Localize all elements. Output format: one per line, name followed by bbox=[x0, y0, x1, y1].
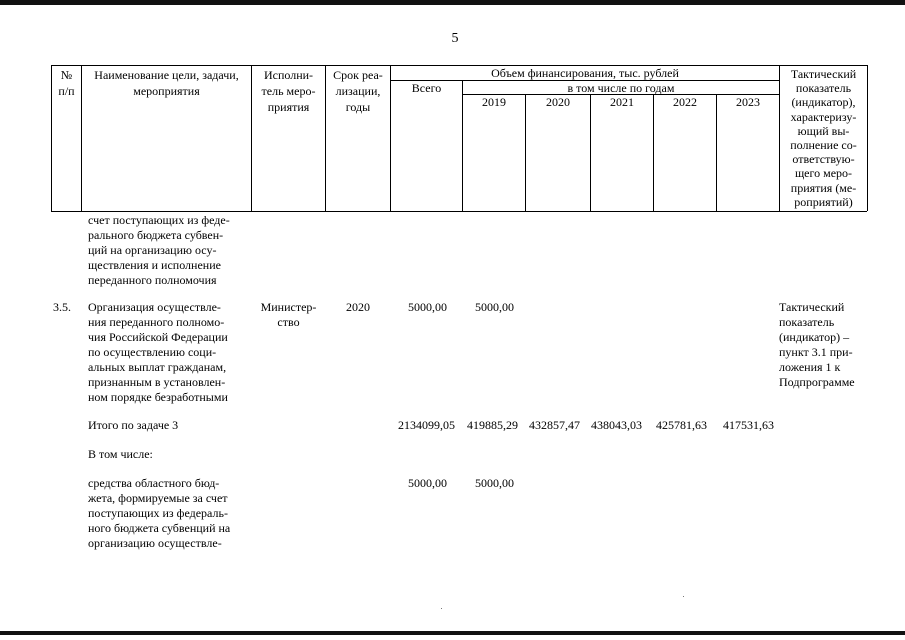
text-line: рального бюджета субвен- bbox=[88, 228, 224, 242]
regional-name bbox=[88, 476, 245, 551]
text-line: пункт 3.1 при- bbox=[779, 345, 853, 359]
text-line: чия Российской Федерации bbox=[88, 330, 228, 344]
row-total: 5000,00 bbox=[408, 300, 447, 314]
text-line: переданного полномочия bbox=[88, 273, 217, 287]
scan-speck bbox=[441, 608, 442, 609]
text-line: Тактический bbox=[779, 300, 845, 314]
header-col-total: Всего bbox=[411, 81, 442, 95]
header-col-indicator-line2: показатель bbox=[795, 81, 852, 96]
text-line: счет поступающих из феде- bbox=[88, 213, 230, 227]
header-col-name-line1: Наименование цели, задачи, bbox=[94, 68, 239, 82]
text-line: (индикатор) – bbox=[779, 330, 850, 344]
header-col-by-years: в том числе по годам bbox=[567, 81, 675, 95]
row-name bbox=[88, 300, 245, 405]
header-col-name bbox=[82, 67, 251, 99]
text-line: средства областного бюд- bbox=[88, 476, 220, 490]
text-line: жета, формируемые за счет bbox=[88, 491, 228, 505]
text-line: показатель bbox=[779, 315, 835, 329]
header-col-indicator bbox=[780, 67, 867, 209]
header-year-2020: 2020 bbox=[546, 95, 570, 109]
regional-2019: 5000,00 bbox=[475, 476, 514, 490]
header-col-indicator-line1: Тактический bbox=[790, 67, 857, 81]
header-col-indicator-line5: ющий вы- bbox=[797, 123, 850, 138]
text-line: организацию осуществле- bbox=[88, 536, 222, 550]
page-number: 5 bbox=[451, 31, 459, 46]
text-line: ного бюджета субвенций на bbox=[88, 521, 231, 535]
header-col-executor-line3: приятия bbox=[267, 100, 310, 114]
row-executor bbox=[252, 300, 325, 330]
header-col-name-line2: мероприятия bbox=[133, 84, 200, 98]
row-term: 2020 bbox=[346, 300, 370, 314]
text-line: поступающих из федераль- bbox=[88, 506, 228, 520]
total-2021: 438043,03 bbox=[591, 418, 642, 432]
total-2022: 425781,63 bbox=[656, 418, 707, 432]
including-label: В том числе: bbox=[88, 447, 153, 461]
total-2019: 419885,29 bbox=[467, 418, 518, 432]
header-col-indicator-line7: ответствую- bbox=[792, 152, 855, 167]
header-col-term bbox=[326, 67, 390, 115]
total-label: Итого по задаче 3 bbox=[88, 418, 179, 432]
text-line: Министер- bbox=[260, 300, 317, 314]
total-2020: 432857,47 bbox=[529, 418, 580, 432]
header-col-term-line2: лизации, bbox=[335, 84, 381, 98]
header-year-2019: 2019 bbox=[482, 95, 506, 109]
total-2023: 417531,63 bbox=[723, 418, 774, 432]
row-number: 3.5. bbox=[53, 300, 71, 314]
header-col-number bbox=[51, 67, 82, 99]
header-col-executor-line1: Исполни- bbox=[263, 68, 314, 82]
header-col-indicator-line8: щего меро- bbox=[794, 166, 853, 181]
header-col-indicator-line10: роприятий) bbox=[794, 194, 853, 209]
regional-total: 5000,00 bbox=[408, 476, 447, 490]
text-line: Подпрограмме bbox=[779, 375, 855, 389]
header-col-number-line1: № bbox=[60, 68, 73, 82]
header-col-indicator-line9: приятия (ме- bbox=[790, 180, 857, 195]
continuation-text bbox=[88, 213, 253, 288]
bottom-border bbox=[0, 631, 905, 635]
scan-speck bbox=[683, 596, 684, 597]
row-indicator bbox=[779, 300, 865, 390]
header-year-2021: 2021 bbox=[610, 95, 634, 109]
text-line: альных выплат гражданам, bbox=[88, 360, 227, 374]
text-line: признанным в установлен- bbox=[88, 375, 226, 389]
header-col-indicator-line6: полнение со- bbox=[790, 138, 857, 153]
header-col-executor-line2: тель меро- bbox=[261, 84, 316, 98]
header-col-funding: Объем финансирования, тыс. рублей bbox=[491, 66, 679, 80]
top-border bbox=[0, 0, 905, 5]
header-col-number-line2: п/п bbox=[58, 84, 75, 98]
header-col-indicator-line3: (индикатор), bbox=[791, 95, 856, 110]
text-line: ций на организацию осу- bbox=[88, 243, 217, 257]
text-line: по осуществлению соци- bbox=[88, 345, 217, 359]
row-2019: 5000,00 bbox=[475, 300, 514, 314]
header-col-executor bbox=[252, 67, 325, 115]
header-col-indicator-line4: характеризу- bbox=[790, 109, 857, 124]
text-line: ния переданного полномо- bbox=[88, 315, 225, 329]
header-col-term-line3: годы bbox=[345, 100, 371, 114]
header-year-2022: 2022 bbox=[673, 95, 697, 109]
text-line: ложения 1 к bbox=[779, 360, 841, 374]
total-all: 2134099,05 bbox=[398, 418, 455, 432]
text-line: ном порядке безработными bbox=[88, 390, 228, 404]
header-year-2023: 2023 bbox=[736, 95, 760, 109]
header-col-term-line1: Срок реа- bbox=[333, 68, 383, 82]
text-line: ществления и исполнение bbox=[88, 258, 221, 272]
text-line: Организация осуществле- bbox=[88, 300, 221, 314]
text-line: ство bbox=[277, 315, 300, 329]
